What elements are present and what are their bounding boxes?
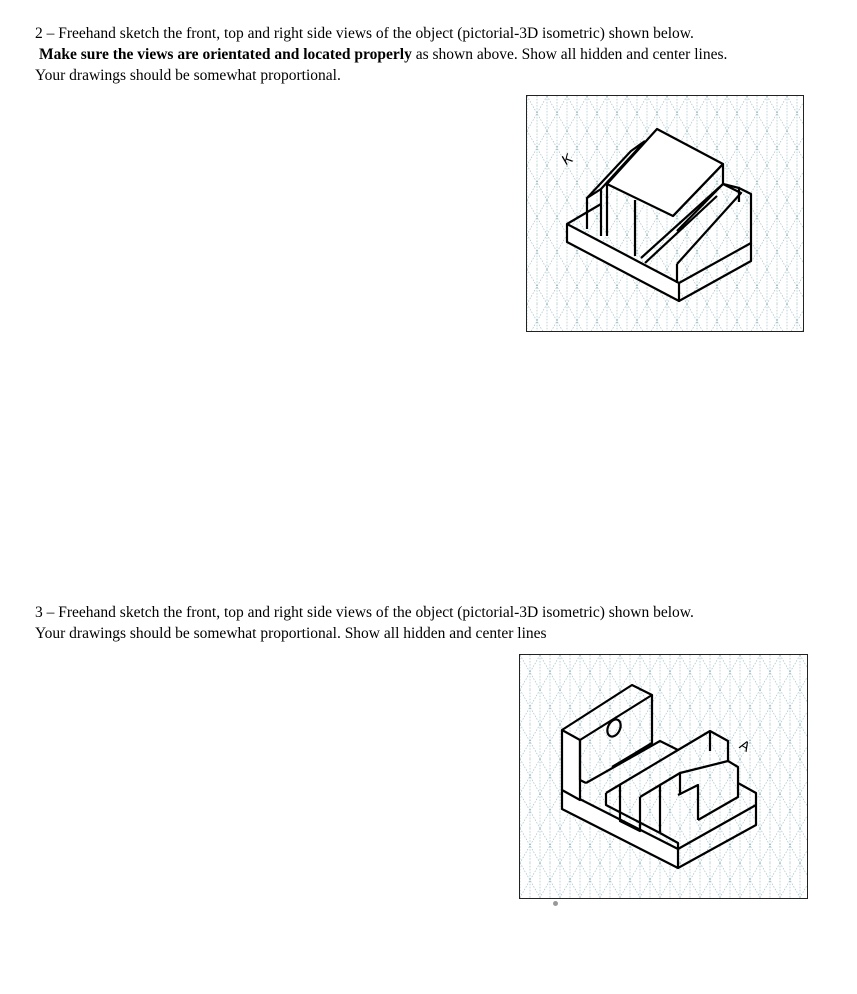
figure-2-direction-label: K (559, 149, 576, 169)
question-3-line-1: 3 – Freehand sketch the front, top and right side views of the object (pictorial-3D isometric) shown below. (35, 604, 694, 621)
question-2-emphasis: Make sure the views are orientated and located properly (39, 46, 412, 63)
question-3-isometric-figure (519, 654, 808, 899)
question-2-line-3: Your drawings should be somewhat proportional. (35, 67, 341, 84)
question-2-line-2-rest: as shown above. Show all hidden and center lines. (411, 46, 728, 63)
stray-dot (553, 901, 558, 906)
question-2-line-2 (35, 44, 847, 65)
question-2-isometric-figure (526, 95, 804, 332)
question-2-line-1: 2 – Freehand sketch the front, top and right side views of the object (pictorial-3D isometric) shown below. (35, 25, 694, 42)
figure-3-direction-label: A (737, 736, 754, 755)
question-3-line-2: Your drawings should be somewhat proportional. Show all hidden and center lines (35, 625, 547, 642)
isometric-grid (527, 96, 803, 331)
isometric-drawing-2 (527, 96, 803, 331)
question-2 (35, 23, 847, 86)
isometric-drawing-3 (520, 655, 807, 898)
question-3 (35, 602, 847, 644)
